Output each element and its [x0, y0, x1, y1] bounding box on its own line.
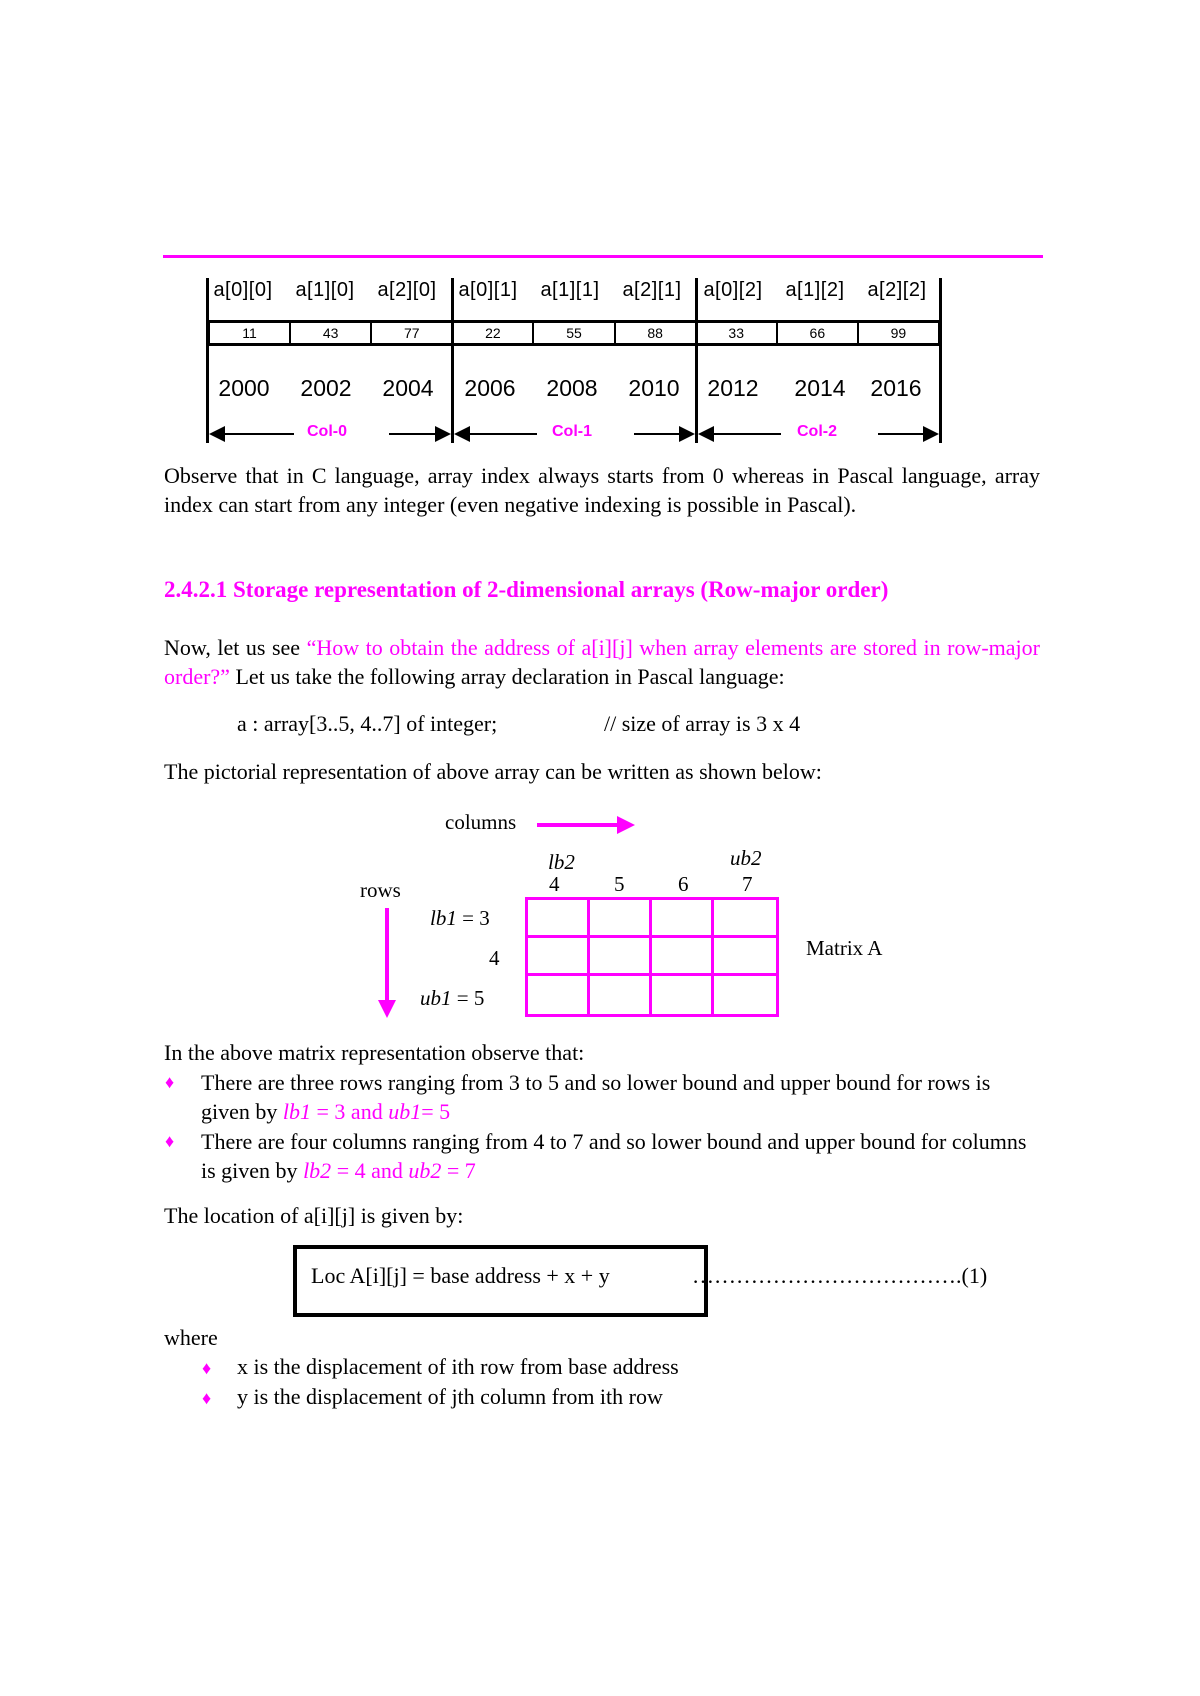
col-index: 7	[742, 872, 753, 896]
index-label: a[2][1]	[622, 279, 682, 301]
value-cell: 43	[291, 323, 372, 343]
matrix-cell	[590, 938, 652, 976]
row-bound-lb1	[430, 906, 490, 931]
array-declaration: a : array[3..5, 4..7] of integer;	[237, 711, 498, 736]
arrow-line	[878, 433, 923, 435]
address-label: 2008	[546, 375, 598, 401]
intro-prefix: Now, let us see	[164, 635, 307, 660]
matrix-cell	[528, 976, 590, 1014]
matrix-cell	[528, 900, 590, 938]
paragraph-indexing: Observe that in C language, array index always starts from 0 whereas in Pascal language, array index can start from any integer (even negative indexing is possible in Pascal).	[164, 463, 1040, 517]
row-value: 5	[473, 986, 485, 1010]
bullet-var: ub2	[408, 1158, 442, 1183]
arrow-line	[634, 433, 679, 435]
index-label: a[1][2]	[785, 279, 845, 301]
bullet-text: There are three rows ranging from 3 to 5 and so lower bound and upper bound for rows is given by	[201, 1070, 991, 1124]
value-cell: 66	[778, 323, 859, 343]
where-item: x is the displacement of ith row from base address	[237, 1354, 679, 1379]
arrow-right-icon	[617, 816, 635, 834]
bullet-text: There are four columns ranging from 4 to 7 and so lower bound and upper bound for columns is given by	[201, 1129, 1027, 1183]
column-tag: Col-0	[307, 423, 347, 440]
bullet-rows	[201, 1068, 1040, 1126]
ub2-label: ub2	[730, 846, 762, 870]
arrow-line	[711, 433, 781, 435]
columns-arrow-line	[537, 823, 617, 827]
arrow-line	[467, 433, 537, 435]
observe-intro: In the above matrix representation observe that:	[164, 1040, 585, 1065]
arrow-right-icon	[679, 426, 695, 442]
bullet-mid: = 3 and	[311, 1099, 389, 1124]
value-cell: 99	[890, 325, 907, 341]
matrix-cell	[652, 938, 714, 976]
declaration-comment: // size of array is 3 x 4	[604, 711, 801, 736]
address-label: 2006	[464, 375, 516, 401]
address-label: 2014	[794, 375, 846, 401]
value-cell: 55	[534, 323, 615, 343]
col-index: 6	[678, 872, 689, 896]
bullet-var: ub1	[388, 1099, 422, 1124]
divider-line	[695, 278, 698, 443]
index-label: a[1][1]	[540, 279, 600, 301]
index-label: a[0][2]	[703, 279, 763, 301]
columns-label: columns	[445, 810, 517, 834]
diamond-bullet-icon: ♦	[202, 1358, 212, 1378]
arrow-line	[222, 433, 294, 435]
matrix-cell	[714, 976, 776, 1014]
index-label: a[2][0]	[377, 279, 437, 301]
address-label: 2016	[870, 375, 922, 401]
diamond-bullet-icon: ♦	[202, 1388, 212, 1408]
arrow-down-icon	[378, 1000, 396, 1018]
matrix-cell	[714, 938, 776, 976]
divider-line	[206, 278, 209, 443]
value-cell: 22	[453, 323, 534, 343]
location-intro: The location of a[i][j] is given by:	[164, 1203, 464, 1228]
divider-line	[939, 278, 942, 443]
matrix-cell	[714, 900, 776, 938]
address-label: 2002	[300, 375, 352, 401]
matrix-cell	[528, 938, 590, 976]
diamond-bullet-icon: ♦	[165, 1131, 175, 1151]
formula: Loc A[i][j] = base address + x + y	[311, 1263, 610, 1288]
arrow-line	[389, 433, 435, 435]
index-label: a[0][0]	[213, 279, 273, 301]
formula-reference: ……………………………….(1)	[692, 1263, 988, 1288]
section-heading: 2.4.2.1 Storage representation of 2-dimensional arrays (Row-major order)	[164, 577, 889, 602]
value-cells	[207, 320, 941, 346]
intro-suffix: Let us take the following array declaration in Pascal language:	[229, 664, 785, 689]
index-label: a[0][1]	[458, 279, 518, 301]
index-label: a[1][0]	[295, 279, 355, 301]
top-rule	[163, 255, 1043, 258]
arrow-right-icon	[923, 426, 939, 442]
bullet-end: = 7	[441, 1158, 476, 1183]
row-value: 4	[489, 946, 500, 970]
rows-label: rows	[360, 878, 401, 902]
equals-sign: =	[462, 906, 474, 930]
paragraph-intro	[164, 633, 1040, 691]
col-index: 4	[549, 872, 560, 896]
ub1-label: ub1	[420, 986, 452, 1010]
index-label: a[2][2]	[867, 279, 927, 301]
value-cell: 77	[372, 323, 453, 343]
value-cell: 88	[616, 323, 697, 343]
value-cell: 33	[697, 323, 778, 343]
matrix-cell	[652, 976, 714, 1014]
col-index: 5	[614, 872, 625, 896]
bullet-mid: = 4 and	[331, 1158, 409, 1183]
bullet-var: lb2	[303, 1158, 332, 1183]
address-label: 2004	[382, 375, 434, 401]
address-label: 2010	[628, 375, 680, 401]
equals-sign: =	[456, 986, 469, 1010]
address-label: 2012	[707, 375, 759, 401]
row-value: 3	[479, 906, 490, 930]
bullet-end: = 5	[421, 1099, 451, 1124]
address-label: 2000	[218, 375, 270, 401]
paragraph-pictorial: The pictorial representation of above array can be written as shown below:	[164, 759, 822, 784]
bullet-columns	[201, 1127, 1040, 1185]
diamond-bullet-icon: ♦	[165, 1072, 175, 1092]
value-cell: 11	[210, 323, 291, 343]
arrow-right-icon	[435, 426, 451, 442]
intro-question: “How to obtain the address of a[i][j] when array elements are stored in row-major order?”	[164, 635, 1040, 689]
rows-arrow-line	[385, 908, 389, 1000]
bullet-var: lb1	[282, 1099, 312, 1124]
matrix-grid	[525, 897, 779, 1017]
lb1-label: lb1	[430, 906, 457, 930]
row-bound-ub1	[420, 986, 484, 1011]
matrix-cell	[590, 900, 652, 938]
column-tag: Col-2	[797, 423, 837, 440]
column-tag: Col-1	[552, 423, 592, 440]
matrix-cell	[590, 976, 652, 1014]
lb2-label: lb2	[548, 850, 575, 874]
where-item: y is the displacement of jth column from ith row	[237, 1384, 663, 1409]
where-label: where	[164, 1325, 218, 1350]
divider-line	[451, 278, 454, 443]
matrix-label: Matrix A	[806, 936, 883, 960]
matrix-cell	[652, 900, 714, 938]
